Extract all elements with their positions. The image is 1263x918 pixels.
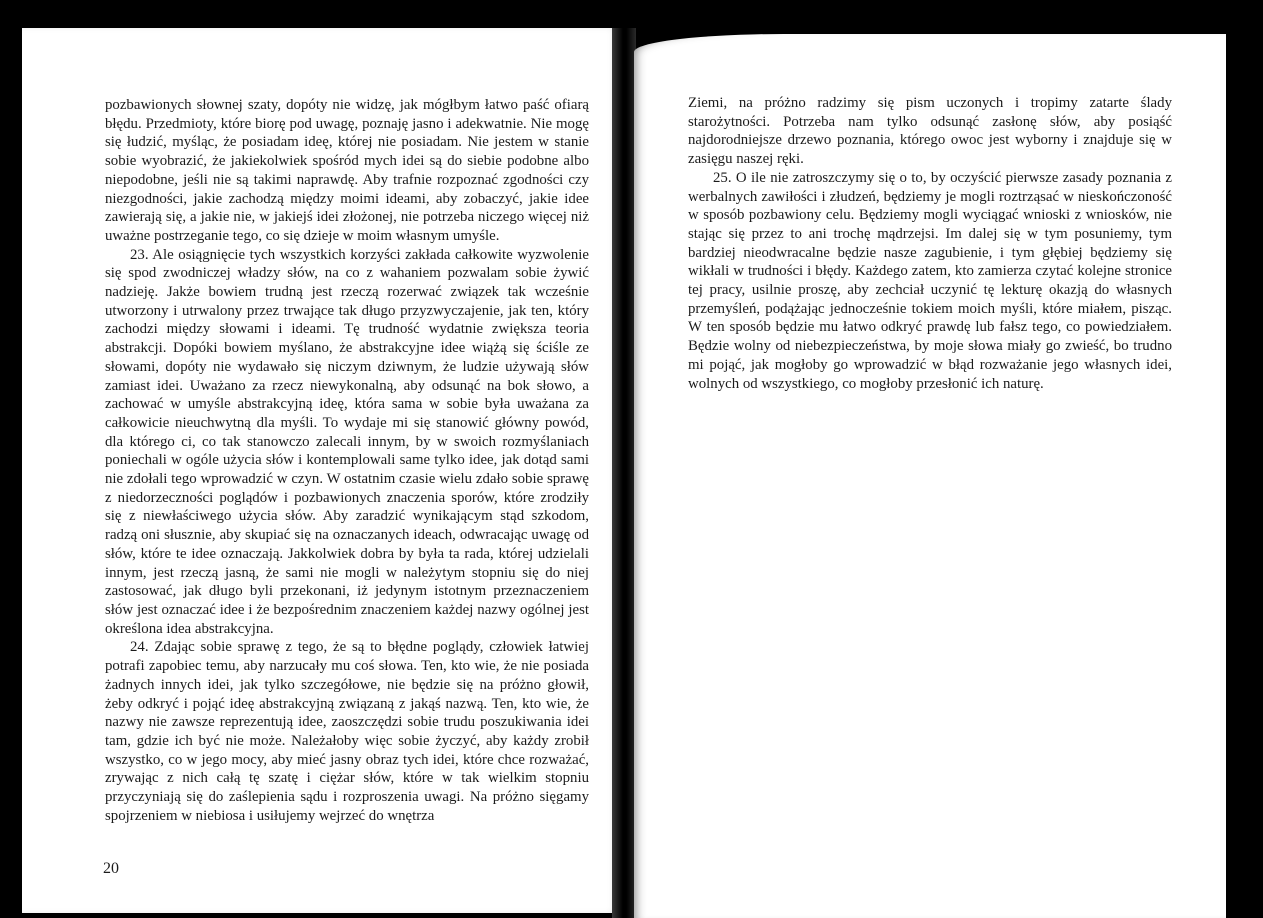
paragraph: 25. O ile nie zatroszczymy się o to, by oczyścić pierwsze zasady poznania z werbalnych zawiłości i złudzeń, będziemy je mogli roztrząsać w nieskończoność w sposób pozbawiony celu. Będziemy mogli wyciągać wnioski z wniosków, nie stając się przez to ani trochę mądrzejsi. Im dalej się w tym posuniemy, tym bardziej nieodwracalne będzie nasze zagubienie, i tym głębiej będziemy się wikłali w trudności i błędy. Każdego zatem, kto zamierza czytać kolejne stronice tej pracy, usilnie proszę, aby zechciał uczynić tę lekturę okazją do własnych przemyśleń, podążając jednocześnie tokiem moich myśli, które miałem, pisząc. W ten sposób będzie mu łatwo odkryć prawdę lub fałsz tego, co powiedziałem. Będzie wolny od niebezpieczeństwa, by moje słowa miały go zwieść, bo trudno mi pojąć, jak mogłoby go wprowadzić w błąd rozważanie jego własnych idei, wolnych od wszystkiego, co mogłoby przesłonić ich naturę. — [688, 169, 1172, 392]
left-page-text — [105, 96, 589, 825]
left-page — [22, 28, 620, 913]
paragraph: pozbawionych słownej szaty, dopóty nie widzę, jak mógłbym łatwo paść ofiarą błędu. Przedmioty, które biorę pod uwagę, poznaję jasno i adekwatnie. Nie mogę się łudzić, myśląc, że posiadam ideę, której nie posiadam. Nie jestem w stanie sobie wyobrazić, że jakiekolwiek spośród mych idei są do siebie podobne albo niepodobne, jeśli nie są takimi naprawdę. Aby trafnie rozpoznać zgodności czy niezgodności, jakie zachodzą między moimi ideami, aby zobaczyć, jakie idee zawierają się, a jakie nie, w jakiejś idei złożonej, nie potrzeba niczego więcej niż uważne postrzeganie tego, co się dzieje w moim własnym umyśle. — [105, 97, 589, 244]
page-number: 20 — [103, 860, 119, 877]
paragraph: 23. Ale osiągnięcie tych wszystkich korzyści zakłada całkowite wyzwolenie się spod zwodniczej władzy słów, na co z wahaniem pozwalam sobie żywić nadzieję. Jakże bowiem trudną jest rzeczą rozerwać związek tak wcześnie utworzony i utrwalony przez trwające tak długo przyzwyczajenie, jak ten, który zachodzi między słowami i ideami. Tę trudność wydatnie zwiększa teoria abstrakcji. Dopóki bowiem myślano, że abstrakcyjne idee wiążą się ściśle ze słowami, dopóty nie wydawało się niczym dziwnym, że ludzie używają słów zamiast idei. Uważano za rzecz niewykonalną, aby odsunąć na bok słowo, a zachować w umyśle abstrakcyjną ideę, która sama w sobie była uważana za całkowicie nieuchwytną dla myśli. To wydaje mi się stanowić główny powód, dla którego ci, co tak stanowczo zalecali innym, by w swoich rozmyślaniach poniechali w ogóle użycia słów i kontemplowali same tylko idee, jak dotąd sami nie zdołali tego wprowadzić w czyn. W ostatnim czasie wielu zdało sobie sprawę z niedorzeczności poglądów i pozbawionych znaczenia sporów, które zrodziły się z niewłaściwego użycia słów. Aby zaradzić wynikającym stąd szkodom, radzą oni słusznie, aby skupiać się na oznaczanych ideach, odwracając uwagę od słów, które te idee oznaczają. Jakkolwiek dobra by była ta rada, której udzielali innym, jest rzeczą jasną, że sami nie mogli w należytym stopniu się do niej zastosować, jak długo byli przekonani, iż jedynym istotnym przeznaczeniem słów jest oznaczać idee i że bezpośrednim znaczeniem każdej nazwy ogólnej jest określona idea abstrakcyjna. — [105, 246, 589, 637]
paragraph: 24. Zdając sobie sprawę z tego, że są to błędne poglądy, człowiek łatwiej potrafi zapobiec temu, aby narzucały mu coś słowa. Ten, kto wie, że nie posiada żadnych innych idei, jak tylko szczegółowe, nie będzie się na próżno głowił, żeby odkryć i pojąć ideę abstrakcyjną związaną z jakąś nazwą. Ten, kto wie, że nazwy nie zawsze reprezentują idee, zaoszczędzi sobie trudu poszukiwania idei tam, gdzie ich być nie może. Należałoby więc sobie życzyć, aby każdy zrobił wszystko, co w jego mocy, aby mieć jasny obraz tych idei, które chce rozważać, zrywając z nich całą tę szatę i ciężar słów, które w tak wielkim stopniu przyczyniają się do zaślepienia sądu i rozproszenia uwagi. Na próżno sięgamy spojrzeniem w niebiosa i usiłujemy wejrzeć do wnętrza — [105, 639, 589, 824]
right-page-text — [688, 94, 1172, 393]
paragraph: Ziemi, na próżno radzimy się pism uczonych i tropimy zatarte ślady starożytności. Potrzeba nam tylko odsunąć zasłonę słów, aby posiąść najdorodniejsze drzewo poznania, którego owoc jest wyborny i znajduje się w zasięgu naszej ręki. — [688, 95, 1172, 168]
book-gutter — [612, 28, 636, 918]
right-page — [634, 34, 1226, 918]
